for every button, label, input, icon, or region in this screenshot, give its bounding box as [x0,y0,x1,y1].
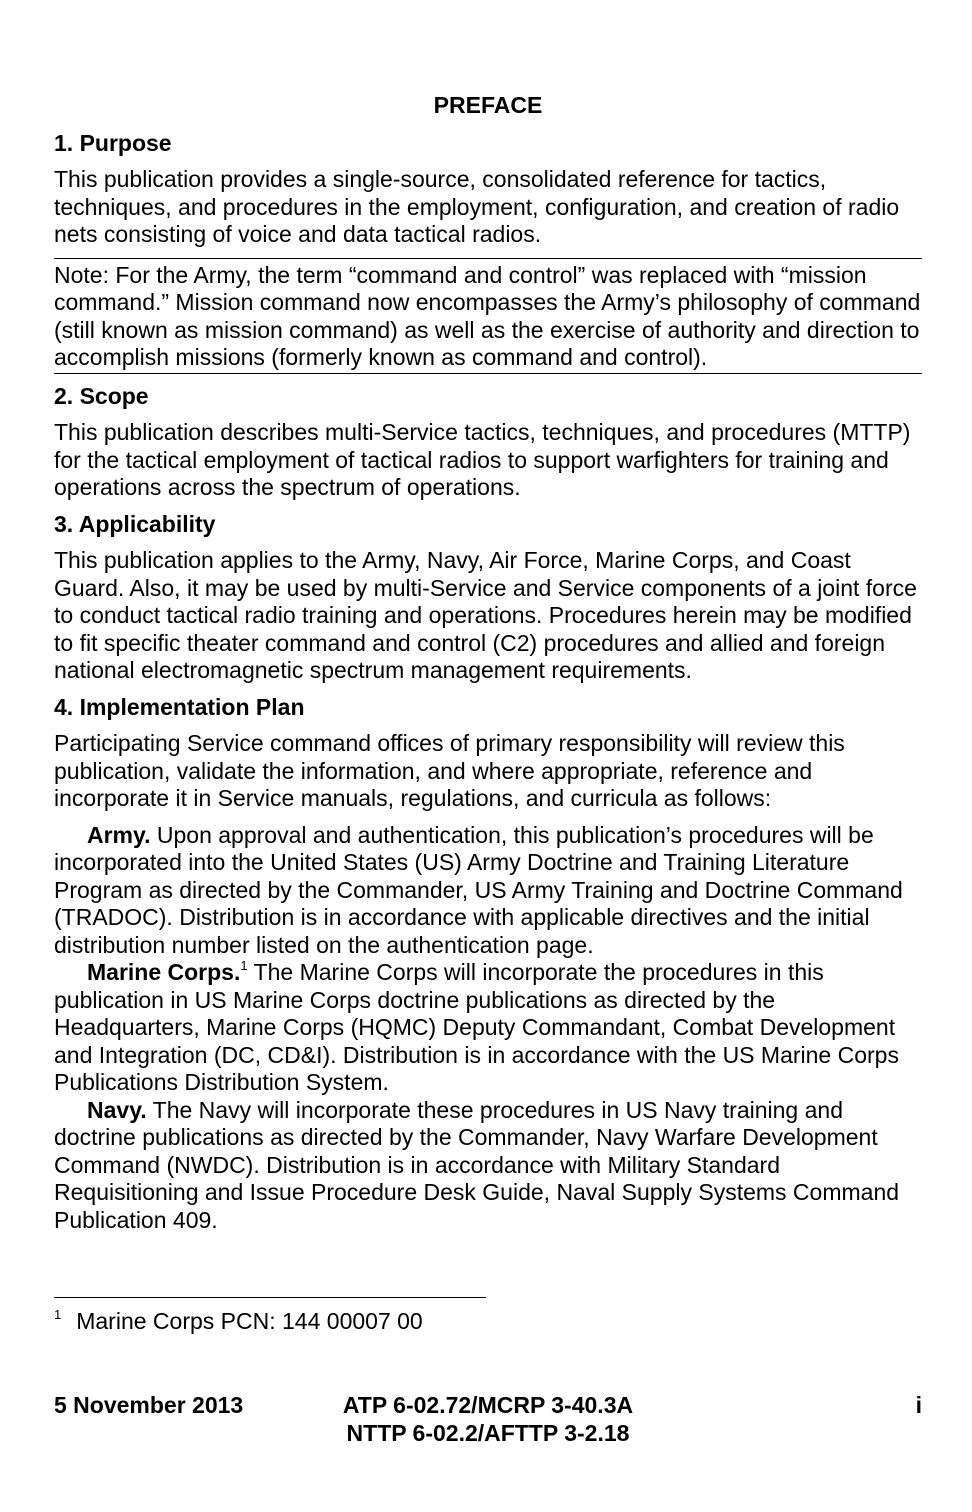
footer-publication-line1: ATP 6-02.72/MCRP 3-40.3A [342,1392,634,1418]
scope-body: This publication describes multi-Service tactics, techniques, and procedures (MTTP) for the tactical employment of tactical radios to support warfighters for training and operations across the spectrum of operations. [54,419,911,500]
footnote [54,1308,654,1336]
army-paragraph [54,822,922,960]
applicability-heading: 3. Applicability [54,510,216,537]
page-title: PREFACE [433,92,543,118]
implementation-heading: 4. Implementation Plan [54,693,305,720]
footnote-text: Marine Corps PCN: 144 00007 00 [76,1308,423,1334]
navy-text: The Navy will incorporate these procedures in US Navy training and doctrine publications as directed by the Commander, Navy Warfare Development Command (NWDC). Distribution is in accordance with Military Standard Requisitioning and Issue Procedure Desk Guide, Naval Supply Systems Command Publication 409. [54,1096,900,1233]
scope-heading: 2. Scope [54,382,149,409]
implementation-body: Participating Service command offices of primary responsibility will review this publication, validate the information, and where appropriate, reference and incorporate it in Service manuals, regulations, and curricula as follows: [54,730,845,811]
navy-label: Navy. [87,1096,147,1123]
marine-corps-text: The Marine Corps will incorporate the procedures in this publication in US Marine Corps doctrine publications as directed by the Headquarters, Marine Corps (HQMC) Deputy Commandant, Combat Development and Integration (DC, CD&I). Distribution is in accordance with the US Marine Corps Publications Distribution System. [54,959,899,1095]
purpose-body: This publication provides a single-source, consolidated reference for tactics, techniques, and procedures in the employment, configuration, and creation of radio nets consisting of voice and data tactical radios. [54,166,900,247]
navy-paragraph [54,1097,922,1235]
marine-corps-label: Marine Corps. [87,959,241,985]
footnote-mark: 1 [54,1307,62,1322]
army-label: Army. [87,821,151,848]
page-number: i [915,1392,922,1418]
footnote-divider [54,1297,486,1298]
footnote-reference: 1 [240,958,248,973]
footer-date: 5 November 2013 [54,1392,244,1418]
marine-corps-paragraph [54,959,922,1097]
army-note: Note: For the Army, the term “command and control” was replaced with “mission command.” Mission command now encompasses the Army’s philosophy of command (still known as mission command) as well as the exercise of authority and direction to accomplish missions (formerly known as command and control). [54,258,922,374]
applicability-body: This publication applies to the Army, Navy, Air Force, Marine Corps, and Coast Guard. Also, it may be used by multi-Service and Service components of a joint force to conduct tactical radio training and operations. Procedures herein may be modified to fit specific theater command and control (C2) procedures and allied and foreign national electromagnetic spectrum management requirements. [54,547,917,683]
page-content [54,92,922,1234]
footer-publication-line2: NTTP 6-02.2/AFTTP 3-2.18 [346,1419,630,1446]
footer-publication [54,1392,922,1447]
army-text: Upon approval and authentication, this publication’s procedures will be incorporated into the United States (US) Army Doctrine and Training Literature Program as directed by the Commander, US Army Training and Doctrine Command (TRADOC). Distribution is in accordance with applicable directives and the initial distribution number listed on the authentication page. [54,821,903,958]
purpose-heading: 1. Purpose [54,129,172,156]
